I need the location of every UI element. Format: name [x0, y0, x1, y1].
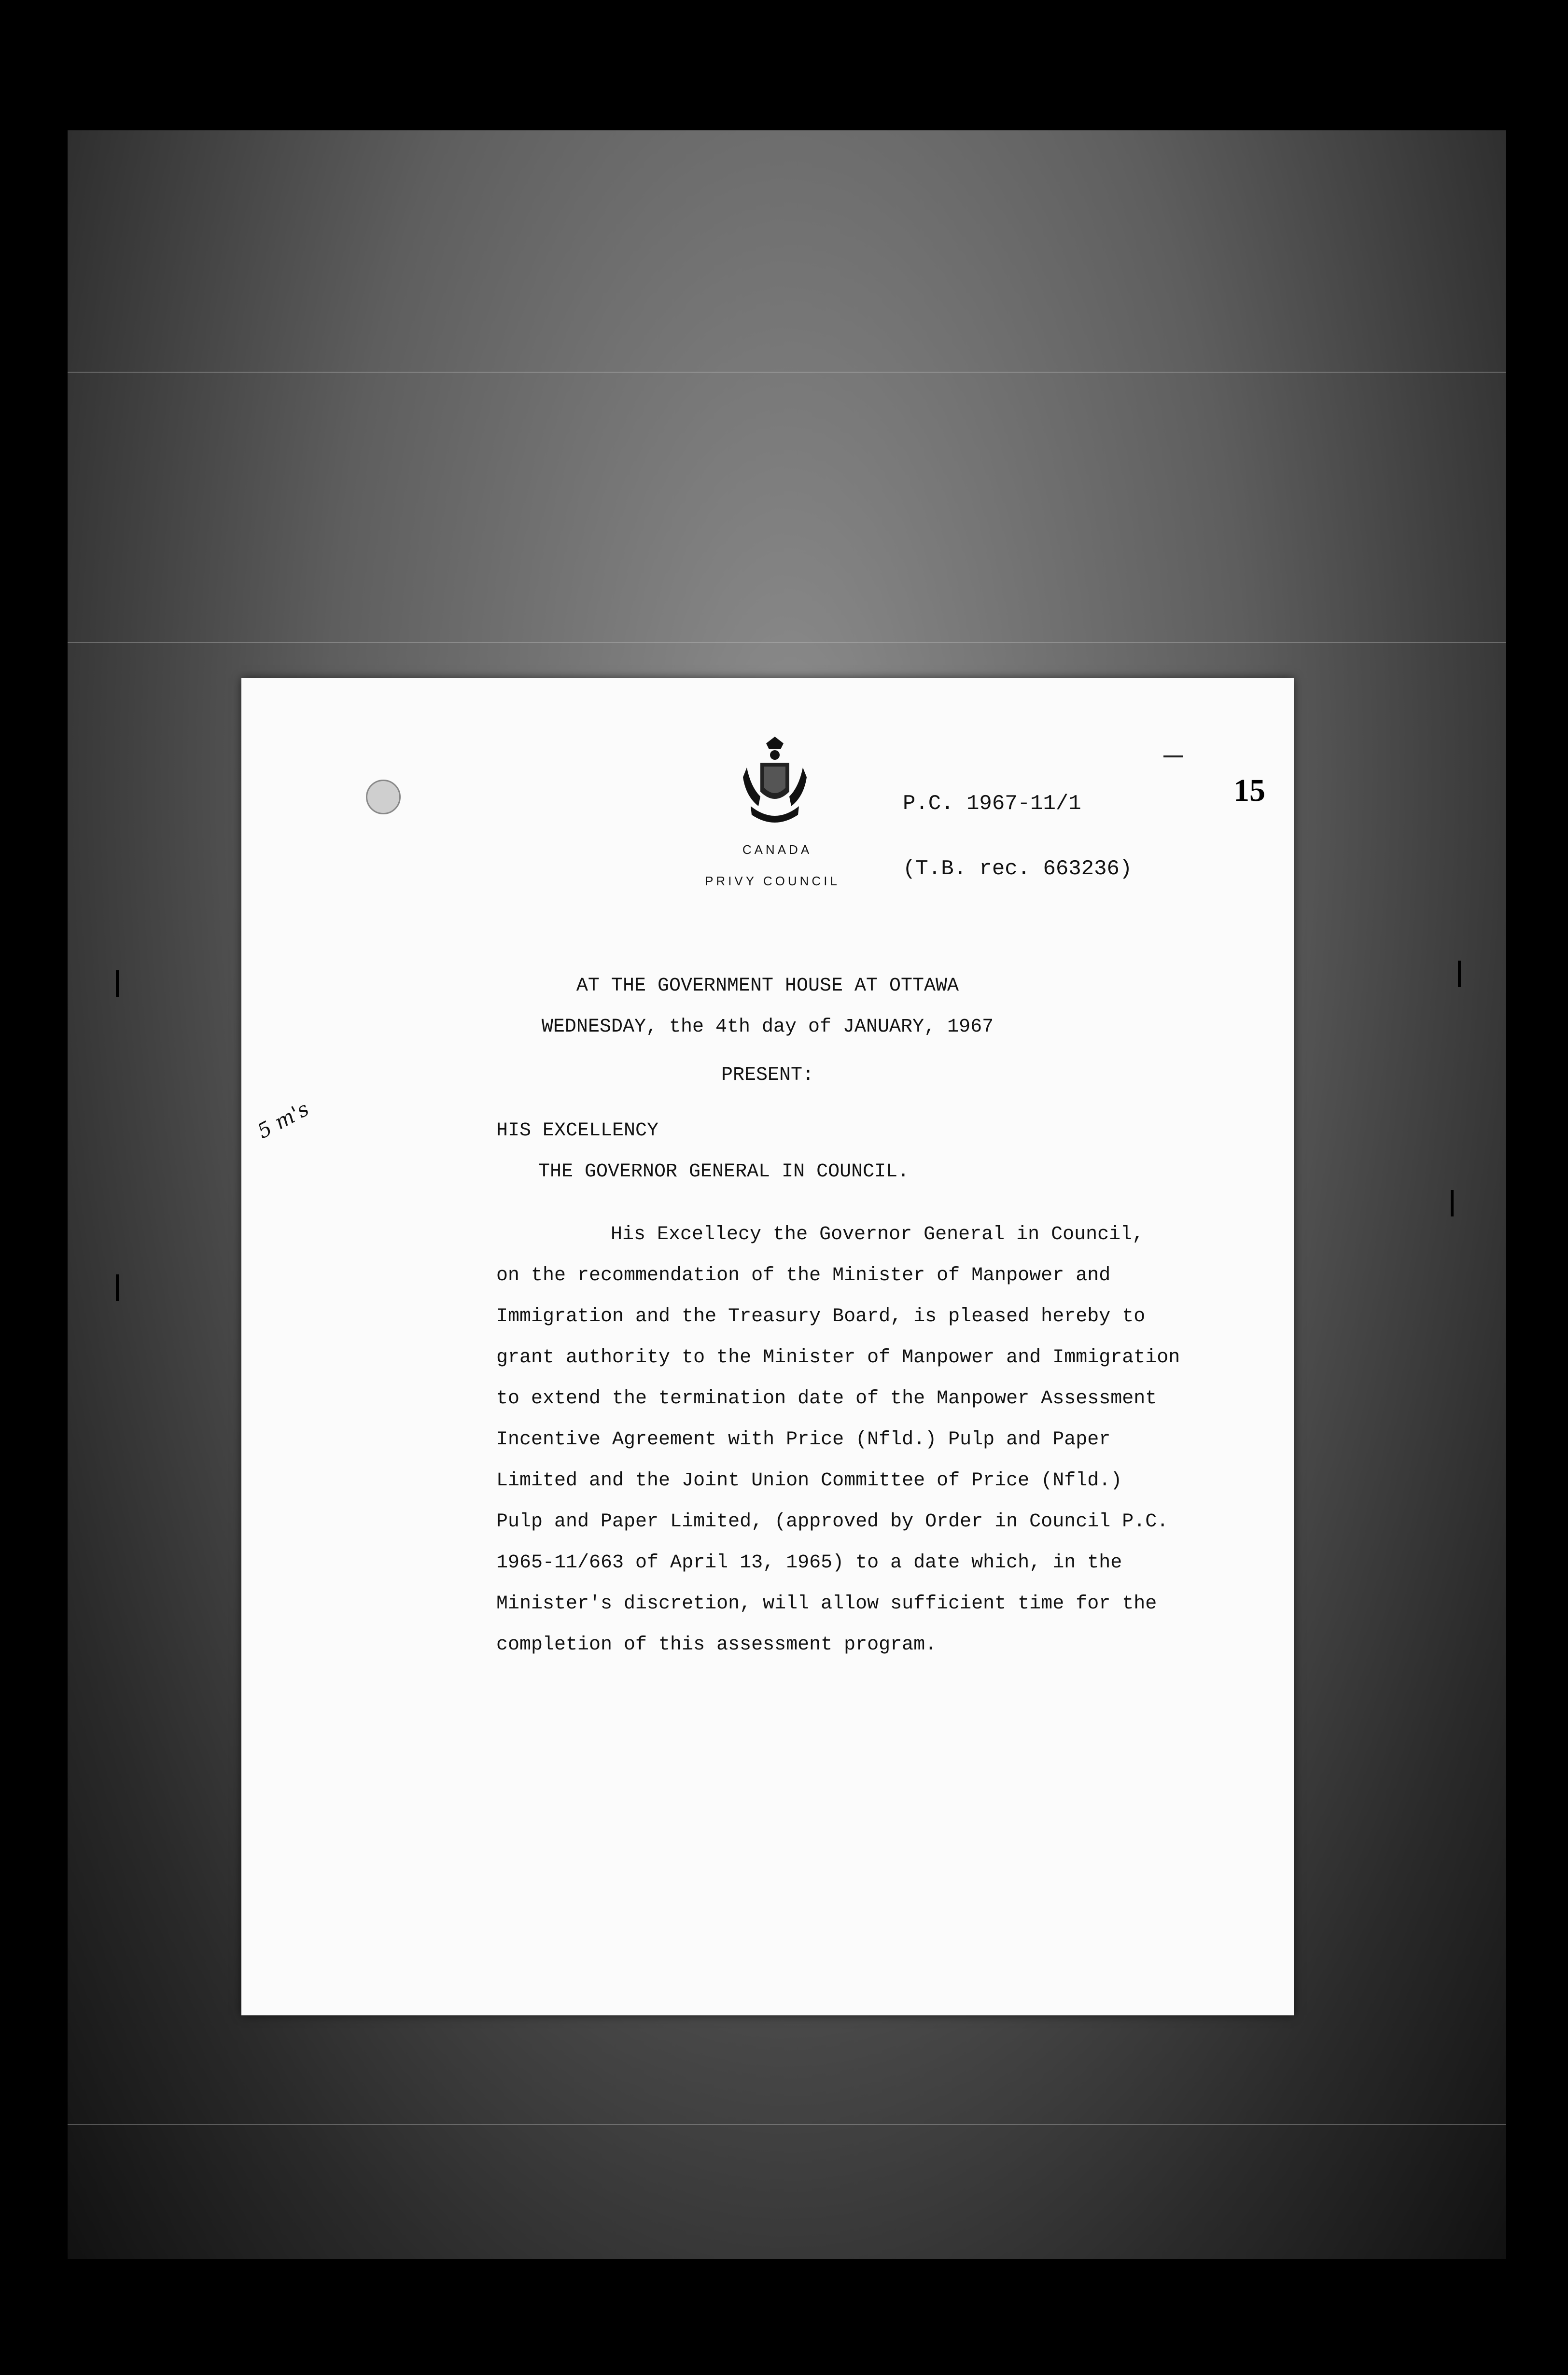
scan-streak	[68, 2124, 1506, 2125]
edge-mark	[1451, 1190, 1454, 1216]
body-line: Pulp and Paper Limited, (approved by Order in Council P.C.	[496, 1511, 1169, 1533]
edge-mark	[116, 1274, 119, 1301]
crest-caption-canada: CANADA	[742, 842, 812, 857]
governor-general-line: THE GOVERNOR GENERAL IN COUNCIL.	[538, 1161, 910, 1183]
order-number: P.C. 1967-11/1	[903, 792, 1081, 816]
body-line: Immigration and the Treasury Board, is pleased hereby to	[496, 1306, 1146, 1327]
bottom-border	[0, 2259, 1568, 2375]
page-number: 15	[1233, 773, 1265, 808]
body-line: completion of this assessment program.	[496, 1634, 937, 1656]
treasury-board-reference: (T.B. rec. 663236)	[903, 857, 1133, 881]
scan-streak	[68, 372, 1506, 373]
scan-streak	[68, 642, 1506, 643]
crest-caption-privy-council: PRIVY COUNCIL	[705, 874, 840, 888]
place-line: AT THE GOVERNMENT HOUSE AT OTTAWA	[576, 975, 959, 997]
body-line: to extend the termination date of the Manpower Assessment	[496, 1388, 1157, 1410]
edge-mark	[1458, 961, 1461, 987]
body-line: His Excellecy the Governor General in Council,	[611, 1224, 1144, 1245]
body-line: Minister's discretion, will allow sufficient time for the	[496, 1593, 1157, 1615]
his-excellency-line: HIS EXCELLENCY	[496, 1120, 659, 1142]
edge-mark	[116, 970, 119, 997]
body-line: Incentive Agreement with Price (Nfld.) Pulp and Paper	[496, 1429, 1111, 1451]
body-line: Limited and the Joint Union Committee of Price (Nfld.)	[496, 1470, 1122, 1492]
present-heading: PRESENT:	[721, 1064, 814, 1086]
body-line: grant authority to the Minister of Manpower and Immigration	[496, 1347, 1180, 1369]
punch-hole	[366, 780, 401, 814]
coat-of-arms-icon	[736, 734, 813, 830]
order-in-council-page	[241, 678, 1294, 2015]
dash-mark	[1163, 755, 1183, 757]
handwritten-margin-note: 5 m's	[253, 1096, 313, 1144]
date-line: WEDNESDAY, the 4th day of JANUARY, 1967	[541, 1016, 994, 1038]
body-line: on the recommendation of the Minister of Manpower and	[496, 1265, 1111, 1286]
body-line: 1965-11/663 of April 13, 1965) to a date which, in the	[496, 1552, 1122, 1574]
